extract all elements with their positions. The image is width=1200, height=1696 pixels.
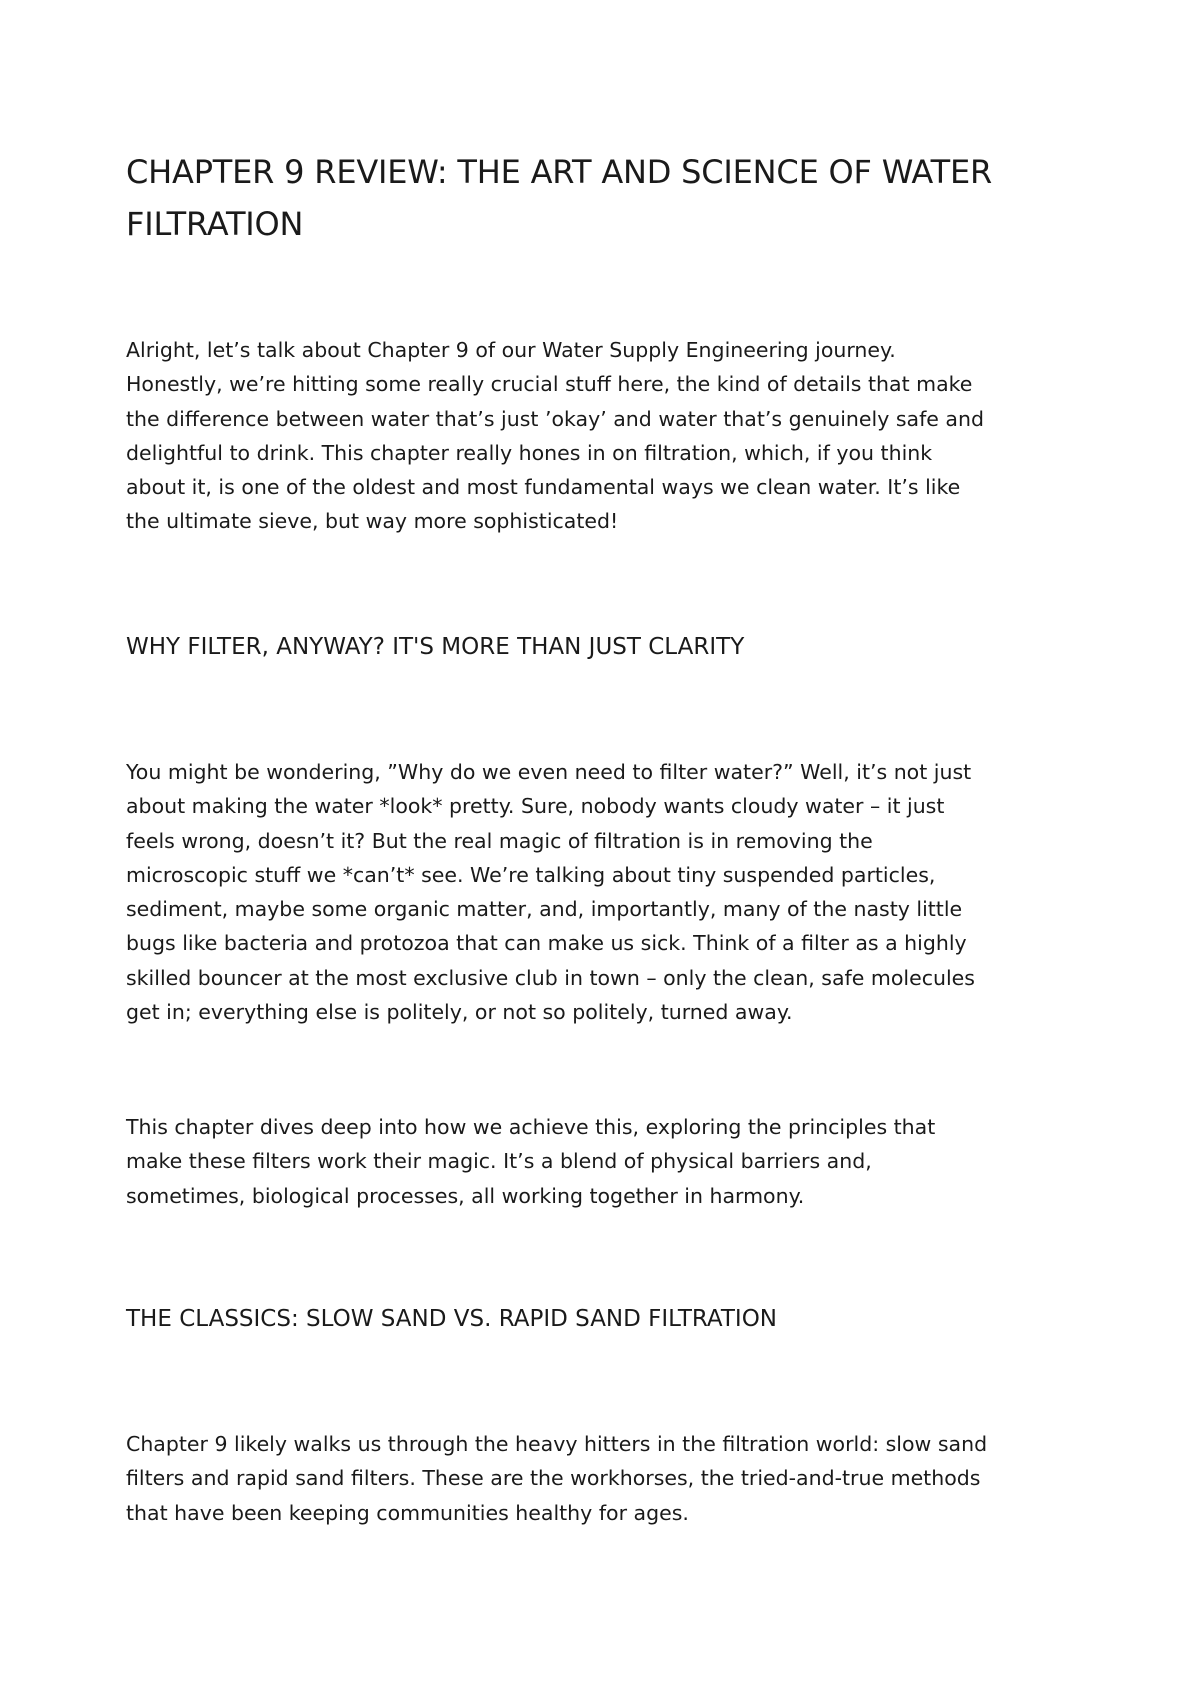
paragraph-line: You might be wondering, ”Why do we even need to filter water?” Well, it’s not just [126,760,972,784]
paragraph-line: sediment, maybe some organic matter, and, importantly, many of the nasty little [126,897,963,922]
paragraph-line: microscopic stuff we *can’t* see. We’re talking about tiny suspended particles, [126,862,936,887]
classics-paragraph-1 [126,1427,1086,1530]
paragraph-line: the difference between water that’s just ’okay’ and water that’s genuinely safe and [126,406,984,431]
paragraph-line: bugs like bacteria and protozoa that can make us sick. Think of a filter as a highly [126,931,967,956]
paragraph-line: get in; everything else is politely, or not so politely, turned away. [126,1000,793,1025]
why-filter-paragraph-1 [126,755,1086,1029]
paragraph-line: make these filters work their magic. It’s a blend of physical barriers and, [126,1149,872,1174]
paragraph-line: sometimes, biological processes, all working together in harmony. [126,1183,805,1208]
paragraph-line: feels wrong, doesn’t it? But the real magic of filtration is in removing the [126,828,873,853]
intro-paragraph [126,333,1086,539]
why-filter-paragraph-2 [126,1110,1086,1213]
paragraph-line: Alright, let’s talk about Chapter 9 of our Water Supply Engineering journey. [126,338,896,362]
section-heading-why-filter: WHY FILTER, ANYWAY? IT'S MORE THAN JUST CLARITY [126,634,745,660]
paragraph-line: about making the water *look* pretty. Sure, nobody wants cloudy water – it just [126,794,945,819]
paragraph-line: the ultimate sieve, but way more sophisticated! [126,509,619,534]
paragraph-line: delightful to drink. This chapter really hones in on filtration, which, if you think [126,440,933,465]
paragraph-line: filters and rapid sand filters. These are the workhorses, the tried-and-true methods [126,1466,981,1491]
document-title: CHAPTER 9 REVIEW: THE ART AND SCIENCE OF WATER FILTRATION [126,153,993,243]
paragraph-line: Chapter 9 likely walks us through the heavy hitters in the filtration world: slow sand [126,1432,988,1456]
paragraph-line: This chapter dives deep into how we achieve this, exploring the principles that [126,1115,936,1139]
paragraph-line: skilled bouncer at the most exclusive club in town – only the clean, safe molecules [126,965,975,990]
paragraph-line: that have been keeping communities healthy for ages. [126,1500,689,1525]
section-heading-classics: THE CLASSICS: SLOW SAND VS. RAPID SAND FILTRATION [126,1306,778,1332]
paragraph-line: Honestly, we’re hitting some really crucial stuff here, the kind of details that make [126,372,973,397]
paragraph-line: about it, is one of the oldest and most fundamental ways we clean water. It’s like [126,475,961,500]
